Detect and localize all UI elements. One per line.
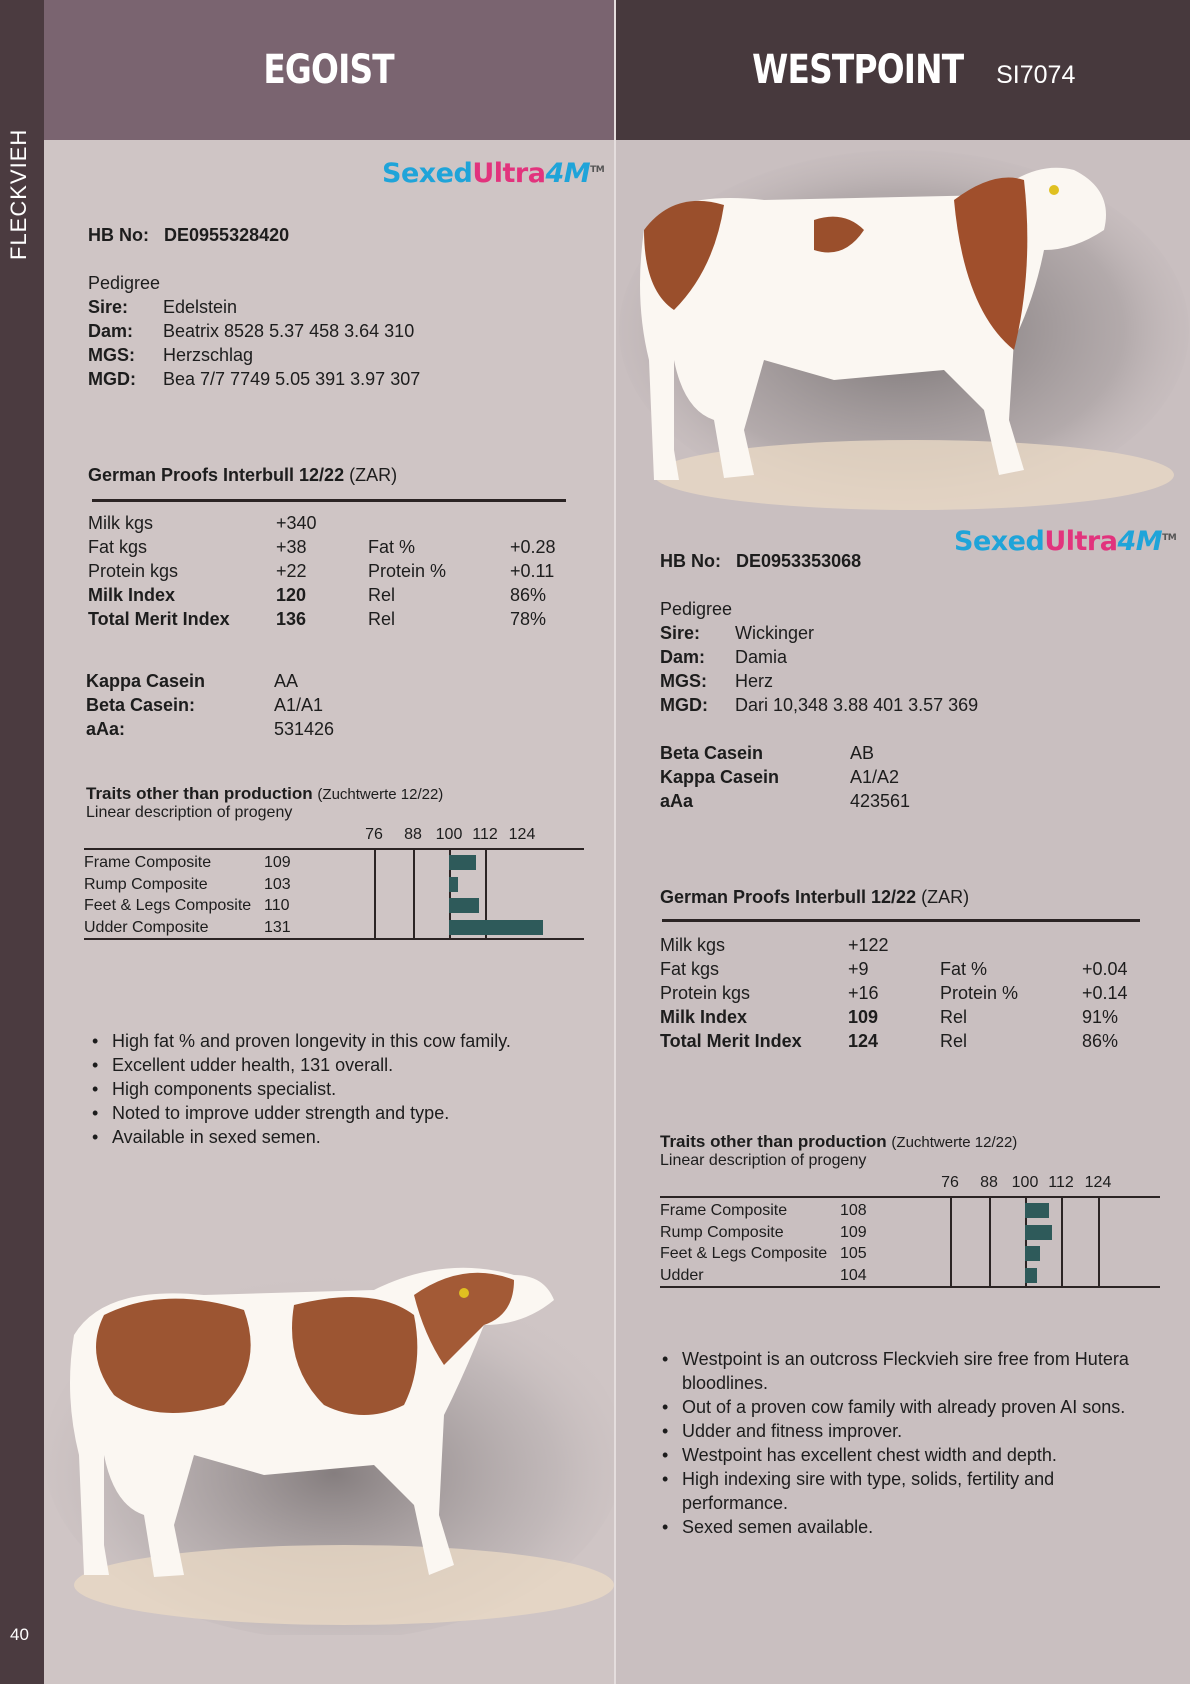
proofs-title-suffix: (ZAR) — [349, 465, 398, 485]
proof-value-2: +0.11 — [510, 561, 555, 581]
bullet-item: • Udder and fitness improver. — [660, 1419, 1130, 1443]
logo-tm: TM — [1162, 533, 1177, 543]
bull-header — [614, 0, 1190, 140]
trait-row — [660, 1243, 867, 1264]
tick-label: 112 — [1048, 1174, 1074, 1191]
pedigree-value: Edelstein — [163, 297, 238, 317]
proof-value: 136 — [276, 609, 307, 629]
proof-row — [88, 607, 558, 631]
traits-subtitle: Linear description of progeny — [660, 1152, 867, 1169]
trait-name: Feet & Legs Composite — [660, 1245, 828, 1262]
hb-value: DE0953353068 — [736, 551, 862, 571]
bull-code: SI7074 — [996, 61, 1076, 89]
genetics-value: A1/A2 — [850, 767, 900, 787]
gridline — [1098, 1198, 1100, 1288]
bull-photo — [614, 150, 1190, 530]
trait-name: Udder — [660, 1266, 704, 1284]
trait-bar — [1025, 1268, 1037, 1283]
genetics-value: 531426 — [274, 719, 335, 739]
bullet-item: • Excellent udder health, 131 overall. — [90, 1053, 590, 1077]
proof-row — [660, 957, 1140, 981]
tick-label: 124 — [508, 826, 536, 843]
pedigree-value: Dari 10,348 3.88 401 3.57 369 — [735, 695, 979, 715]
proof-key: Total Merit Index — [88, 609, 230, 629]
bull-name: WESTPOINT — [751, 47, 963, 93]
proofs-title-main: German Proofs Interbull 12/22 — [660, 887, 917, 907]
sexed-ultra-logo — [954, 526, 1176, 557]
proof-key-2: Protein % — [368, 561, 447, 581]
pedigree — [660, 597, 1160, 717]
pedigree-value: Wickinger — [735, 623, 815, 643]
trait-row — [660, 1200, 867, 1221]
proof-key-2: Protein % — [940, 983, 1019, 1003]
proof-value: 124 — [848, 1031, 879, 1051]
proofs-table — [88, 511, 558, 631]
genetics-key: aAa — [660, 791, 694, 811]
trait-row — [84, 874, 291, 895]
proof-value: +340 — [276, 513, 317, 533]
bullet-item: • High components specialist. — [90, 1077, 590, 1101]
traits-title: Traits other than production — [660, 1132, 887, 1151]
trait-value: 109 — [840, 1223, 867, 1241]
tick-label: 100 — [435, 826, 463, 843]
proof-value: 109 — [848, 1007, 879, 1027]
genetics-value: AB — [850, 743, 875, 763]
traits-suffix: (Zuchtwerte 12/22) — [317, 786, 444, 803]
proof-value-2: 91% — [1082, 1007, 1119, 1027]
proof-value: +22 — [276, 561, 307, 581]
trait-bar — [449, 877, 458, 892]
pedigree-row — [88, 295, 568, 319]
proof-row — [88, 583, 558, 607]
pedigree — [88, 271, 568, 391]
genetics-row — [86, 717, 334, 741]
genetics-table — [86, 669, 334, 741]
pedigree-key: Sire: — [660, 623, 701, 643]
genetics-value: A1/A1 — [274, 695, 324, 715]
proof-key: Milk Index — [660, 1007, 748, 1027]
genetics-key: Kappa Casein — [660, 767, 780, 787]
pedigree-row — [88, 319, 568, 343]
logo-part-4m: 4M — [1117, 526, 1163, 557]
logo-part-ultra: Ultra — [472, 158, 546, 189]
proof-value: +38 — [276, 537, 307, 557]
proof-key: Protein kgs — [88, 561, 179, 581]
pedigree-key: Dam: — [88, 321, 134, 341]
bull-name: EGOIST — [263, 47, 395, 93]
pedigree-key: MGD: — [660, 695, 708, 715]
gridline — [989, 1198, 991, 1288]
proofs-title-main: German Proofs Interbull 12/22 — [88, 465, 345, 485]
pedigree-key: MGS: — [88, 345, 135, 365]
tick-label: 112 — [472, 826, 498, 843]
genetics-key: Beta Casein — [660, 743, 764, 763]
hb-value: DE0955328420 — [164, 225, 290, 245]
proof-value: 120 — [276, 585, 307, 605]
pedigree-key: Sire: — [88, 297, 129, 317]
sexed-ultra-logo — [382, 158, 604, 189]
proof-key-2: Rel — [940, 1007, 968, 1027]
tick-label: 76 — [941, 1174, 959, 1191]
proof-row — [88, 511, 558, 535]
trait-value: 108 — [840, 1202, 867, 1219]
hb-number — [88, 223, 289, 247]
trait-name: Rump Composite — [660, 1223, 784, 1241]
proof-key-2 — [368, 511, 510, 535]
bull-photo — [44, 1255, 614, 1635]
genetics-row — [86, 669, 334, 693]
proofs-title-suffix: (ZAR) — [921, 887, 970, 907]
bullet-list — [660, 1347, 1130, 1539]
breed-label: FLECKVIEH — [6, 128, 31, 260]
trait-row — [84, 852, 291, 873]
bull-card-egoist — [44, 0, 614, 1684]
tick-label: 100 — [1011, 1174, 1039, 1191]
pedigree-value: Herz — [735, 671, 774, 691]
logo-part-ultra: Ultra — [1044, 526, 1118, 557]
trait-name: Feet & Legs Composite — [84, 897, 252, 914]
proof-value-2: 86% — [510, 585, 547, 605]
traits-subtitle: Linear description of progeny — [86, 804, 293, 821]
tick-label: 76 — [365, 826, 383, 843]
proof-value-2: +0.14 — [1082, 983, 1128, 1003]
pedigree-value: Bea 7/7 7749 5.05 391 3.97 307 — [163, 369, 421, 389]
pedigree-key: MGD: — [88, 369, 136, 389]
traits-heading — [86, 784, 443, 822]
genetics-key: Kappa Casein — [86, 671, 206, 691]
traits-title: Traits other than production — [86, 784, 313, 803]
trait-bar — [449, 855, 476, 870]
divider — [92, 499, 566, 502]
gridline — [1061, 1198, 1063, 1288]
trait-bar — [1025, 1225, 1052, 1240]
proof-row — [660, 933, 1140, 957]
pedigree-row — [660, 693, 1160, 717]
tick-label: 88 — [404, 826, 422, 843]
trait-value: 109 — [264, 854, 291, 871]
bullet-item: • Westpoint is an outcross Fleckvieh sire free from Hutera bloodlines. — [660, 1347, 1130, 1395]
trait-value: 110 — [264, 897, 290, 914]
proof-key-2: Rel — [940, 1031, 968, 1051]
proofs-table — [660, 933, 1140, 1053]
proof-row — [88, 535, 558, 559]
trait-value: 103 — [264, 875, 291, 893]
bullet-item: • Out of a proven cow family with already proven AI sons. — [660, 1395, 1130, 1419]
trait-row — [660, 1222, 867, 1243]
proof-row — [660, 1029, 1140, 1053]
pedigree-label: Pedigree — [660, 599, 733, 619]
proof-key: Total Merit Index — [660, 1031, 802, 1051]
proof-key: Fat kgs — [88, 537, 148, 557]
genetics-key: Beta Casein: — [86, 695, 196, 715]
hb-number — [660, 549, 861, 573]
proof-key-2: Fat % — [940, 959, 988, 979]
genetics-row — [86, 693, 334, 717]
hb-label: HB No: — [88, 225, 149, 245]
page-number: 40 — [10, 1625, 29, 1644]
proof-row — [660, 1005, 1140, 1029]
trait-row — [660, 1265, 867, 1286]
proof-key: Protein kgs — [660, 983, 751, 1003]
tick-label: 124 — [1084, 1174, 1112, 1191]
column-separator — [614, 0, 616, 1684]
bullet-item: • Sexed semen available. — [660, 1515, 1130, 1539]
tick-label: 88 — [980, 1174, 998, 1191]
pedigree-key: Dam: — [660, 647, 706, 667]
genetics-row — [660, 765, 910, 789]
proof-key-2: Rel — [368, 609, 396, 629]
pedigree-row — [88, 343, 568, 367]
trait-value: 131 — [264, 918, 291, 936]
pedigree-row — [660, 621, 1160, 645]
trait-name: Udder Composite — [84, 918, 209, 936]
proof-value-2: 78% — [510, 609, 547, 629]
trait-name: Rump Composite — [84, 875, 208, 893]
proof-key: Milk kgs — [660, 935, 726, 955]
sidebar — [0, 0, 44, 1684]
genetics-key: aAa: — [86, 719, 126, 739]
trait-value: 104 — [840, 1266, 867, 1284]
genetics-table — [660, 741, 910, 813]
trait-bar — [1025, 1203, 1049, 1218]
trait-name: Frame Composite — [84, 854, 212, 871]
proof-key-2 — [940, 933, 1082, 957]
proof-key: Fat kgs — [660, 959, 720, 979]
traits-chart — [84, 826, 634, 946]
logo-tm: TM — [590, 165, 605, 175]
traits-suffix: (Zuchtwerte 12/22) — [891, 1134, 1018, 1151]
pedigree-row — [88, 367, 568, 391]
bullet-item: • High indexing sire with type, solids, fertility and performance. — [660, 1467, 1130, 1515]
proof-value: +9 — [848, 959, 869, 979]
hb-label: HB No: — [660, 551, 721, 571]
logo-part-sexed: Sexed — [382, 158, 473, 189]
genetics-row — [660, 741, 910, 765]
genetics-row — [660, 789, 910, 813]
proof-key-2: Rel — [368, 585, 396, 605]
trait-row — [84, 917, 291, 938]
proof-row — [88, 559, 558, 583]
proof-row — [660, 981, 1140, 1005]
proof-key: Milk kgs — [88, 513, 154, 533]
trait-bar — [449, 898, 479, 913]
pedigree-row — [660, 669, 1160, 693]
bull-card-westpoint — [614, 0, 1190, 1684]
trait-name: Frame Composite — [660, 1202, 788, 1219]
traits-heading — [660, 1132, 1017, 1170]
genetics-value: AA — [274, 671, 299, 691]
genetics-value: 423561 — [850, 791, 911, 811]
proof-value-2: 86% — [1082, 1031, 1119, 1051]
pedigree-value: Herzschlag — [163, 345, 254, 365]
pedigree-key: MGS: — [660, 671, 707, 691]
proof-value-2: +0.04 — [1082, 959, 1128, 979]
trait-value: 105 — [840, 1245, 867, 1262]
pedigree-value: Damia — [735, 647, 788, 667]
gridline — [413, 850, 415, 940]
pedigree-value: Beatrix 8528 5.37 458 3.64 310 — [163, 321, 415, 341]
proof-value: +122 — [848, 935, 889, 955]
logo-part-sexed: Sexed — [954, 526, 1045, 557]
bullet-item: • Available in sexed semen. — [90, 1125, 590, 1149]
proof-key-2: Fat % — [368, 537, 416, 557]
proof-value: +16 — [848, 983, 879, 1003]
pedigree-row — [660, 645, 1160, 669]
bull-header — [44, 0, 614, 140]
bullet-list — [90, 1029, 590, 1149]
proofs-title — [88, 463, 397, 487]
trait-bar — [1025, 1246, 1040, 1261]
bullet-item: • Noted to improve udder strength and type. — [90, 1101, 590, 1125]
gridline — [950, 1198, 952, 1288]
trait-row — [84, 895, 290, 916]
bullet-item: • High fat % and proven longevity in this cow family. — [90, 1029, 590, 1053]
bullet-item: • Westpoint has excellent chest width and depth. — [660, 1443, 1130, 1467]
divider — [662, 919, 1140, 922]
traits-chart — [660, 1174, 1180, 1294]
proof-key: Milk Index — [88, 585, 176, 605]
trait-bar — [449, 920, 543, 935]
proof-value-2: +0.28 — [510, 537, 556, 557]
pedigree-label: Pedigree — [88, 273, 161, 293]
proofs-title — [660, 885, 969, 909]
logo-part-4m: 4M — [545, 158, 591, 189]
gridline — [374, 850, 376, 940]
